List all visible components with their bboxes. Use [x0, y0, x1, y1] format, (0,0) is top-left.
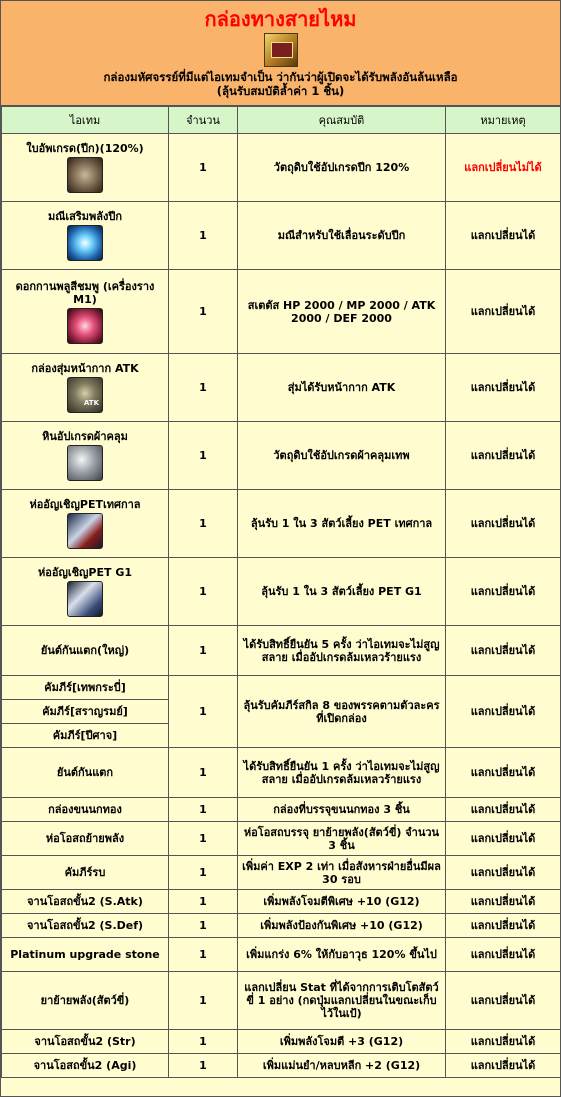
note-cell: แลกเปลี่ยนไม่ได้: [446, 134, 561, 202]
table-row: [2, 422, 561, 490]
col-qty: จำนวน: [169, 107, 238, 134]
property-cell: เพิ่มแม่นยำ/หลบหลีก +2 (G12): [238, 1054, 446, 1078]
item-name: ห่ออัญเชิญPET G1: [37, 566, 133, 579]
pet-g1-icon: [67, 581, 103, 617]
qty-cell: 1: [169, 856, 238, 890]
note-cell: แลกเปลี่ยนได้: [446, 748, 561, 798]
qty-cell: 1: [169, 558, 238, 626]
note-cell: แลกเปลี่ยนได้: [446, 676, 561, 748]
note-cell: แลกเปลี่ยนได้: [446, 490, 561, 558]
property-cell: ห่อโอสถบรรจุ ยาย้ายพลัง(สัตว์ขี่) จำนวน 3 ชิ้น: [238, 822, 446, 856]
table-row: [2, 676, 561, 700]
qty-cell: 1: [169, 354, 238, 422]
note-cell: แลกเปลี่ยนได้: [446, 1054, 561, 1078]
icon-label: ATK: [83, 399, 99, 407]
note-cell: แลกเปลี่ยนได้: [446, 422, 561, 490]
flower-icon: [67, 308, 103, 344]
item-name: ใบอัพเกรด(ปีก)(120%): [26, 142, 144, 155]
table-row: [2, 748, 561, 798]
qty-cell: 1: [169, 270, 238, 354]
qty-cell: 1: [169, 972, 238, 1030]
table-row: [2, 938, 561, 972]
item-name: ดอกกานพลูสีชมพู (เครื่องราง M1): [15, 279, 155, 306]
note-cell: แลกเปลี่ยนได้: [446, 798, 561, 822]
item-name: หินอัปเกรดผ้าคลุม: [42, 430, 128, 443]
qty-cell: 1: [169, 1054, 238, 1078]
item-cell: [2, 558, 169, 626]
description-line-2: (ลุ้นรับสมบัติล้ำค่า 1 ชิ้น): [216, 84, 345, 98]
qty-cell: 1: [169, 748, 238, 798]
item-cell: กล่องขนนกทอง: [2, 798, 169, 822]
table-row: [2, 134, 561, 202]
table-row: [2, 822, 561, 856]
scroll-icon: [67, 157, 103, 193]
qty-cell: 1: [169, 626, 238, 676]
property-cell: ลุ้นรับ 1 ใน 3 สัตว์เลี้ยง PET เทศกาล: [238, 490, 446, 558]
item-cell: จานโอสถขั้น2 (S.Def): [2, 914, 169, 938]
note-cell: แลกเปลี่ยนได้: [446, 938, 561, 972]
table-row: [2, 626, 561, 676]
col-item: ไอเทม: [2, 107, 169, 134]
note-cell: แลกเปลี่ยนได้: [446, 1030, 561, 1054]
property-cell: ลุ้นรับ 1 ใน 3 สัตว์เลี้ยง PET G1: [238, 558, 446, 626]
item-cell: จานโอสถขั้น2 (Agi): [2, 1054, 169, 1078]
item-cell: จานโอสถขั้น2 (S.Atk): [2, 890, 169, 914]
note-cell: แลกเปลี่ยนได้: [446, 856, 561, 890]
item-cell: คัมภีร์[เทพกระบี่]: [2, 676, 169, 700]
table-header: [2, 107, 561, 134]
header-description: [1, 70, 560, 98]
item-cell: จานโอสถขั้น2 (Str): [2, 1030, 169, 1054]
property-cell: มณีสำหรับใช้เลื่อนระดับปีก: [238, 202, 446, 270]
col-note: หมายเหตุ: [446, 107, 561, 134]
item-cell: [2, 134, 169, 202]
table-row: [2, 798, 561, 822]
item-table: [1, 106, 561, 1078]
pet-festival-icon: [67, 513, 103, 549]
qty-cell: 1: [169, 822, 238, 856]
item-cell: ยาย้ายพลัง(สัตว์ขี่): [2, 972, 169, 1030]
note-cell: แลกเปลี่ยนได้: [446, 558, 561, 626]
property-cell: สุ่มได้รับหน้ากาก ATK: [238, 354, 446, 422]
property-cell: เพิ่มพลังป้องกันพิเศษ +10 (G12): [238, 914, 446, 938]
qty-cell: 1: [169, 490, 238, 558]
property-cell: เพิ่มพลังโจมตีพิเศษ +10 (G12): [238, 890, 446, 914]
table-row: [2, 914, 561, 938]
item-name: มณีเสริมพลังปีก: [47, 210, 123, 223]
item-cell: [2, 490, 169, 558]
property-cell: วัตถุดิบใช้อัปเกรดปีก 120%: [238, 134, 446, 202]
table-row: [2, 890, 561, 914]
property-cell: เพิ่มค่า EXP 2 เท่า เมื่อสังหารฝ่ายอื่นมีผล 30 รอบ: [238, 856, 446, 890]
qty-cell: 1: [169, 1030, 238, 1054]
description-line-1: กล่องมหัศจรรย์ที่มีแต่ไอเทมจำเป็น ว่ากันว่าผู้เปิดจะได้รับพลังอันล้นเหลือ: [103, 70, 458, 84]
mask-box-icon: [67, 377, 103, 413]
table-row: [2, 354, 561, 422]
property-cell: วัตถุดิบใช้อัปเกรดผ้าคลุมเทพ: [238, 422, 446, 490]
table-row: [2, 972, 561, 1030]
item-cell: [2, 202, 169, 270]
header: [1, 1, 560, 106]
col-property: คุณสมบัติ: [238, 107, 446, 134]
qty-cell: 1: [169, 422, 238, 490]
item-cell: ยันต์กันแตก: [2, 748, 169, 798]
item-cell: Platinum upgrade stone: [2, 938, 169, 972]
table-row: [2, 1030, 561, 1054]
table-row: [2, 856, 561, 890]
property-cell: แลกเปลี่ยน Stat ที่ได้จากการเติบโตสัตว์ขี่ 1 อย่าง (กดปุ่มแลกเปลี่ยนในขณะเก็บไว้ในเป้): [238, 972, 446, 1030]
property-cell: ได้รับสิทธิ์ยืนยัน 1 ครั้ง ว่าไอเทมจะไม่สูญสลาย เมื่ออัปเกรดล้มเหลวร้ายแรง: [238, 748, 446, 798]
table-row: [2, 558, 561, 626]
item-cell: [2, 354, 169, 422]
item-cell: คัมภีร์รบ: [2, 856, 169, 890]
note-cell: แลกเปลี่ยนได้: [446, 354, 561, 422]
item-cell: ห่อโอสถย้ายพลัง: [2, 822, 169, 856]
note-cell: แลกเปลี่ยนได้: [446, 914, 561, 938]
property-cell: ได้รับสิทธิ์ยืนยัน 5 ครั้ง ว่าไอเทมจะไม่สูญสลาย เมื่ออัปเกรดล้มเหลวร้ายแรง: [238, 626, 446, 676]
table-row: [2, 270, 561, 354]
note-cell: แลกเปลี่ยนได้: [446, 202, 561, 270]
item-cell: คัมภีร์[ปีศาจ]: [2, 724, 169, 748]
qty-cell: 1: [169, 676, 238, 748]
stone-icon: [67, 445, 103, 481]
gem-icon: [67, 225, 103, 261]
qty-cell: 1: [169, 890, 238, 914]
item-cell: [2, 422, 169, 490]
note-cell: แลกเปลี่ยนได้: [446, 822, 561, 856]
page-title: กล่องทางสายไหม: [204, 7, 357, 31]
item-cell: ยันต์กันแตก(ใหญ่): [2, 626, 169, 676]
qty-cell: 1: [169, 134, 238, 202]
property-cell: กล่องที่บรรจุขนนกทอง 3 ชิ้น: [238, 798, 446, 822]
note-cell: แลกเปลี่ยนได้: [446, 972, 561, 1030]
qty-cell: 1: [169, 914, 238, 938]
item-cell: [2, 270, 169, 354]
note-cell: แลกเปลี่ยนได้: [446, 890, 561, 914]
table-row: [2, 1054, 561, 1078]
table-row: [2, 490, 561, 558]
property-cell: ลุ้นรับคัมภีร์สกิล 8 ของพรรคตามตัวละครที่เปิดกล่อง: [238, 676, 446, 748]
table-row: [2, 202, 561, 270]
qty-cell: 1: [169, 202, 238, 270]
property-cell: สเตตัส HP 2000 / MP 2000 / ATK 2000 / DEF 2000: [238, 270, 446, 354]
property-cell: เพิ่มพลังโจมตี +3 (G12): [238, 1030, 446, 1054]
qty-cell: 1: [169, 938, 238, 972]
item-name: กล่องสุ่มหน้ากาก ATK: [31, 362, 139, 375]
note-cell: แลกเปลี่ยนได้: [446, 626, 561, 676]
note-cell: แลกเปลี่ยนได้: [446, 270, 561, 354]
qty-cell: 1: [169, 798, 238, 822]
item-name: ห่ออัญเชิญPETเทศกาล: [29, 498, 141, 511]
item-cell: คัมภีร์[สราญรมย์]: [2, 700, 169, 724]
property-cell: เพิ่มแกร่ง 6% ให้กับอาวุธ 120% ขึ้นไป: [238, 938, 446, 972]
chest-icon: [264, 33, 298, 67]
